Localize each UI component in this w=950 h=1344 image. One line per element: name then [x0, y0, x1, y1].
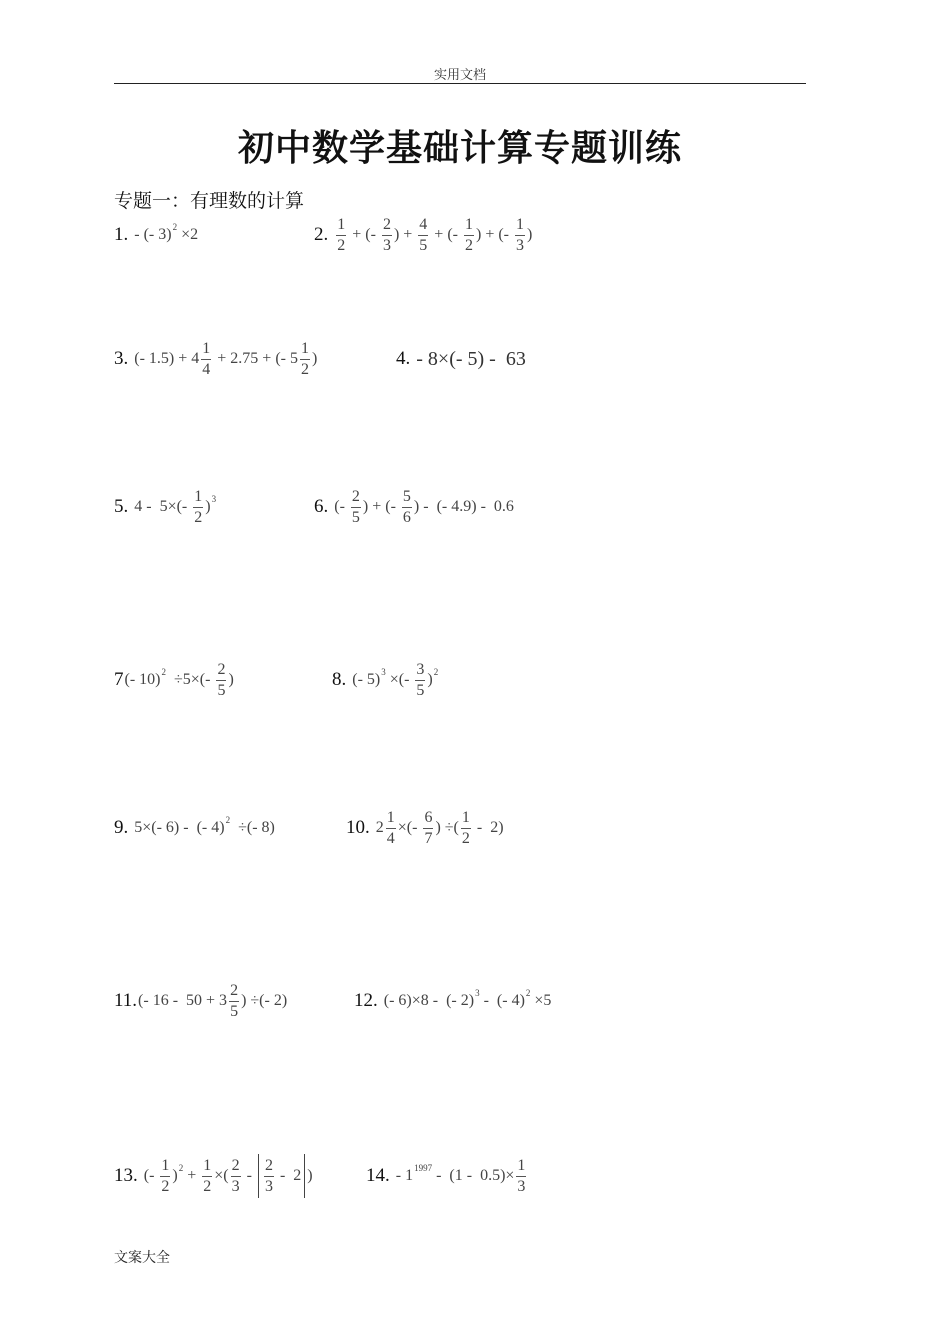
denominator: 2 [203, 1177, 212, 1195]
expr-text: ) - (- 4.9) - 0.6 [413, 498, 514, 515]
denominator: 3 [264, 1177, 273, 1195]
fraction [193, 488, 203, 526]
numerator: 6 [423, 809, 433, 829]
denominator: 2 [464, 236, 473, 254]
expr-text: ×2 [177, 226, 199, 243]
expr-text: 2 [375, 819, 384, 836]
expr-text: ) ÷( [435, 819, 459, 836]
exponent: 1997 [414, 1163, 433, 1173]
expression [416, 348, 526, 371]
expr-text: ) + (- [362, 498, 400, 515]
expr-text: - [242, 1167, 256, 1184]
denominator: 5 [351, 508, 360, 526]
expr-text: ) + [393, 226, 417, 243]
problem-9 [114, 800, 275, 856]
numerator: 2 [216, 661, 226, 681]
problem-6 [314, 479, 514, 535]
fraction [515, 216, 525, 254]
numerator: 3 [415, 661, 425, 681]
fraction [415, 661, 425, 699]
exponent: 2 [172, 222, 178, 232]
page-header: 实用文档 [433, 68, 486, 83]
expression [134, 488, 216, 526]
denominator: 3 [517, 1177, 526, 1195]
expr-text: ×(- [397, 819, 422, 836]
expr-text: ×5 [530, 992, 552, 1009]
denominator: 3 [516, 236, 524, 254]
problem-number: 4. [396, 348, 411, 369]
exponent: 3 [381, 667, 386, 677]
absolute-value [258, 1154, 305, 1198]
expression [134, 815, 275, 837]
problem-number: 2. [314, 224, 329, 245]
expr-text: (- 6)×8 - (- 2) [383, 992, 475, 1009]
numerator: 5 [402, 488, 412, 508]
problem-number: 5. [114, 496, 129, 517]
numerator: 1 [160, 1157, 170, 1177]
expr-text: - 2 [275, 1167, 302, 1184]
fraction [201, 340, 211, 378]
numerator: 2 [264, 1157, 274, 1177]
expression [334, 216, 532, 254]
numerator: 1 [464, 216, 474, 236]
expr-text: ×(- [385, 671, 414, 688]
numerator: 1 [516, 1157, 526, 1177]
expr-text: - (- 4) [479, 992, 525, 1009]
exponent: 3 [211, 494, 217, 504]
problem-5 [114, 479, 216, 535]
problem-number: 13. [114, 1165, 138, 1186]
fraction [300, 340, 310, 378]
expr-text: - 1 [395, 1167, 414, 1184]
numerator: 1 [193, 488, 203, 508]
expr-text: (- 16 - 50 + 3 [138, 992, 228, 1009]
expression [376, 809, 504, 847]
exponent: 2 [161, 667, 166, 677]
denominator: 5 [230, 1002, 239, 1020]
fraction [351, 488, 361, 526]
numerator: 1 [202, 1157, 212, 1177]
fraction [423, 809, 433, 847]
fraction [418, 216, 428, 254]
expression [383, 988, 552, 1010]
expression [125, 661, 234, 699]
problem-number: 10. [346, 817, 370, 838]
problem-10 [346, 800, 504, 856]
numerator: 1 [201, 340, 211, 360]
expr-text: ÷5×(- [165, 671, 215, 688]
problem-number: 12. [354, 990, 378, 1011]
problem-13 [114, 1148, 313, 1204]
expr-text: ) [311, 350, 318, 367]
expr-text: (- 10) [124, 671, 161, 688]
expr-text: (- 5) [352, 671, 381, 688]
numerator: 2 [231, 1157, 241, 1177]
numerator: 1 [336, 216, 346, 236]
problem-3 [114, 331, 317, 387]
expression [134, 340, 317, 378]
expression [134, 222, 199, 244]
expr-text: ÷(- 8) [230, 819, 275, 836]
problem-12 [354, 973, 551, 1029]
numerator: 1 [386, 809, 396, 829]
expr-text: - 2) [472, 819, 504, 836]
exponent: 2 [525, 988, 531, 998]
fraction [229, 982, 239, 1020]
expr-text: 5×(- 6) - (- 4) [134, 819, 225, 836]
problem-1 [114, 207, 198, 263]
denominator: 5 [419, 236, 428, 254]
expr-text: - (- 3) [134, 226, 172, 243]
denominator: 2 [300, 360, 309, 378]
document-title: 初中数学基础计算专题训练 [237, 128, 682, 169]
expr-text: - 8×(- 5) - 63 [416, 347, 526, 370]
expr-text: ) [172, 1167, 178, 1184]
denominator: 5 [416, 681, 425, 699]
expression [352, 661, 438, 699]
fraction [231, 1157, 241, 1195]
problem-14 [366, 1148, 528, 1204]
expr-text: ) ÷(- 2) [241, 992, 288, 1009]
problem-11 [114, 973, 287, 1029]
exponent: 2 [433, 667, 439, 677]
header-rule [114, 83, 806, 84]
denominator: 2 [194, 508, 203, 526]
expression [144, 1154, 313, 1198]
denominator: 3 [382, 236, 391, 254]
expr-text: ) [427, 671, 433, 688]
expr-text: + [183, 1167, 201, 1184]
fraction [464, 216, 474, 254]
problem-7 [114, 652, 234, 708]
numerator: 1 [300, 340, 310, 360]
problem-number: 7 [114, 669, 124, 690]
expression [396, 1157, 529, 1195]
numerator: 1 [515, 216, 525, 236]
fraction [382, 216, 392, 254]
expression [138, 982, 287, 1020]
denominator: 2 [461, 829, 470, 847]
denominator: 3 [231, 1177, 240, 1195]
denominator: 4 [202, 360, 211, 378]
fraction [461, 809, 471, 847]
problem-number: 6. [314, 496, 329, 517]
denominator: 4 [386, 829, 395, 847]
expr-text: (- [334, 498, 349, 515]
fraction [336, 216, 346, 254]
exponent: 3 [475, 988, 480, 998]
numerator: 2 [351, 488, 361, 508]
fraction [402, 488, 412, 526]
expr-text: + 2.75 + (- 5 [213, 350, 298, 367]
problem-number: 3. [114, 348, 129, 369]
expr-text: 4 - 5×(- [134, 498, 192, 515]
numerator: 2 [382, 216, 392, 236]
expr-text: - (1 - 0.5)× [432, 1167, 515, 1184]
expr-text: ) + (- [475, 226, 513, 243]
page-footer: 文案大全 [114, 1250, 170, 1266]
denominator: 2 [337, 236, 346, 254]
fraction [386, 809, 396, 847]
problem-4 [396, 331, 526, 387]
problem-2 [314, 207, 532, 263]
expr-text: (- [143, 1167, 159, 1184]
expr-text: ) [527, 226, 533, 243]
numerator: 1 [461, 809, 471, 829]
denominator: 2 [161, 1177, 170, 1195]
expr-text: ) [307, 1167, 313, 1184]
denominator: 7 [424, 829, 433, 847]
problem-8 [332, 652, 438, 708]
expression [334, 488, 514, 526]
fraction [516, 1157, 526, 1195]
expr-text: (- 1.5) + 4 [134, 350, 200, 367]
denominator: 5 [217, 681, 226, 699]
denominator: 6 [402, 508, 411, 526]
expr-text: ) [228, 671, 234, 688]
fraction [264, 1157, 274, 1195]
problem-number: 9. [114, 817, 129, 838]
section-heading: 专题一：有理数的计算 [114, 190, 305, 212]
fraction [202, 1157, 212, 1195]
exponent: 2 [178, 1163, 184, 1173]
fraction [160, 1157, 170, 1195]
problem-number: 11. [114, 990, 138, 1011]
expr-text: + (- [348, 226, 380, 243]
exponent: 2 [225, 815, 231, 825]
numerator: 2 [229, 982, 239, 1002]
problem-number: 14. [366, 1165, 390, 1186]
problem-number: 8. [332, 669, 347, 690]
expr-text: + (- [430, 226, 462, 243]
fraction [216, 661, 226, 699]
expr-text: ) [205, 498, 211, 515]
problem-number: 1. [114, 224, 129, 245]
numerator: 4 [418, 216, 428, 236]
expr-text: ×( [214, 1167, 229, 1184]
